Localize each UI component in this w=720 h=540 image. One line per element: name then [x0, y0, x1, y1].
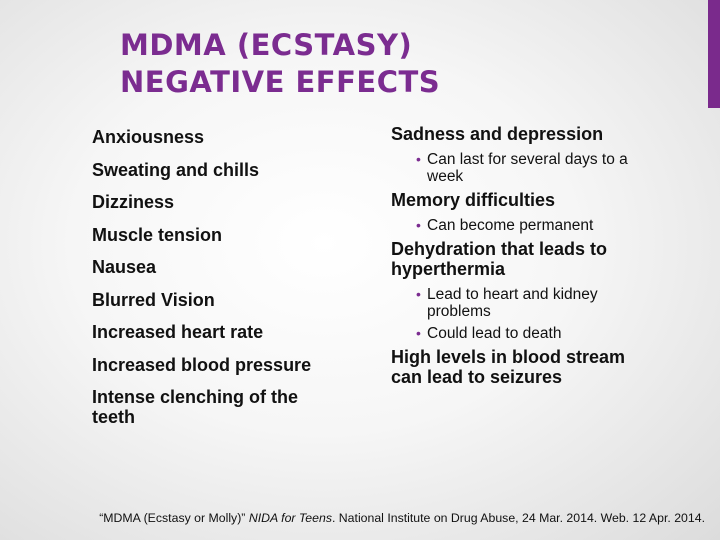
sub-item	[391, 217, 651, 234]
sub-item	[391, 286, 651, 320]
effect-item: Dizziness	[92, 192, 175, 212]
citation-pre: “MDMA (Ecstasy or Molly)”	[99, 511, 249, 525]
citation-source: NIDA for Teens	[248, 511, 332, 525]
bullet-icon: •	[416, 286, 421, 302]
effect-item: Anxiousness	[92, 127, 205, 147]
sub-item-text: Lead to heart and kidney problems	[427, 286, 598, 320]
long-term-effect-item: Memory difficulties	[391, 190, 556, 210]
effect-item: Muscle tension	[92, 224, 223, 245]
sub-item-text: Could lead to death	[427, 325, 562, 342]
citation	[0, 511, 705, 525]
right-effects-list	[391, 124, 651, 394]
long-term-effect-item: High levels in blood stream can lead to seizures	[391, 347, 626, 387]
sub-list	[391, 217, 651, 234]
effect-item: Nausea	[92, 257, 157, 277]
sub-item-text: Can last for several days to a week	[427, 151, 628, 185]
bullet-icon: •	[416, 325, 421, 341]
title-line-2: NEGATIVE EFFECTS	[120, 65, 441, 99]
citation-post: . National Institute on Drug Abuse, 24 Mar. 2014. Web. 12 Apr. 2014.	[331, 511, 705, 525]
title-line-1: MDMA (ECSTASY)	[120, 28, 413, 62]
effect-item: Increased blood pressure	[92, 354, 312, 375]
long-term-effect-item: Sadness and depression	[391, 124, 604, 144]
effect-item: Intense clenching of the teeth	[92, 387, 299, 427]
accent-bar	[708, 0, 720, 108]
effect-item: Blurred Vision	[92, 289, 215, 310]
sub-item	[391, 151, 651, 185]
sub-item-text: Can become permanent	[427, 217, 594, 234]
slide-title	[120, 27, 680, 101]
long-term-effect-item: Dehydration that leads to hyperthermia	[391, 239, 608, 279]
sub-item	[391, 325, 651, 342]
bullet-icon: •	[416, 217, 421, 233]
effect-item: Sweating and chills	[92, 159, 260, 180]
sub-list	[391, 151, 651, 185]
bullet-icon: •	[416, 151, 421, 167]
sub-list	[391, 286, 651, 342]
effect-item: Increased heart rate	[92, 322, 264, 342]
left-effects-list	[92, 127, 332, 440]
